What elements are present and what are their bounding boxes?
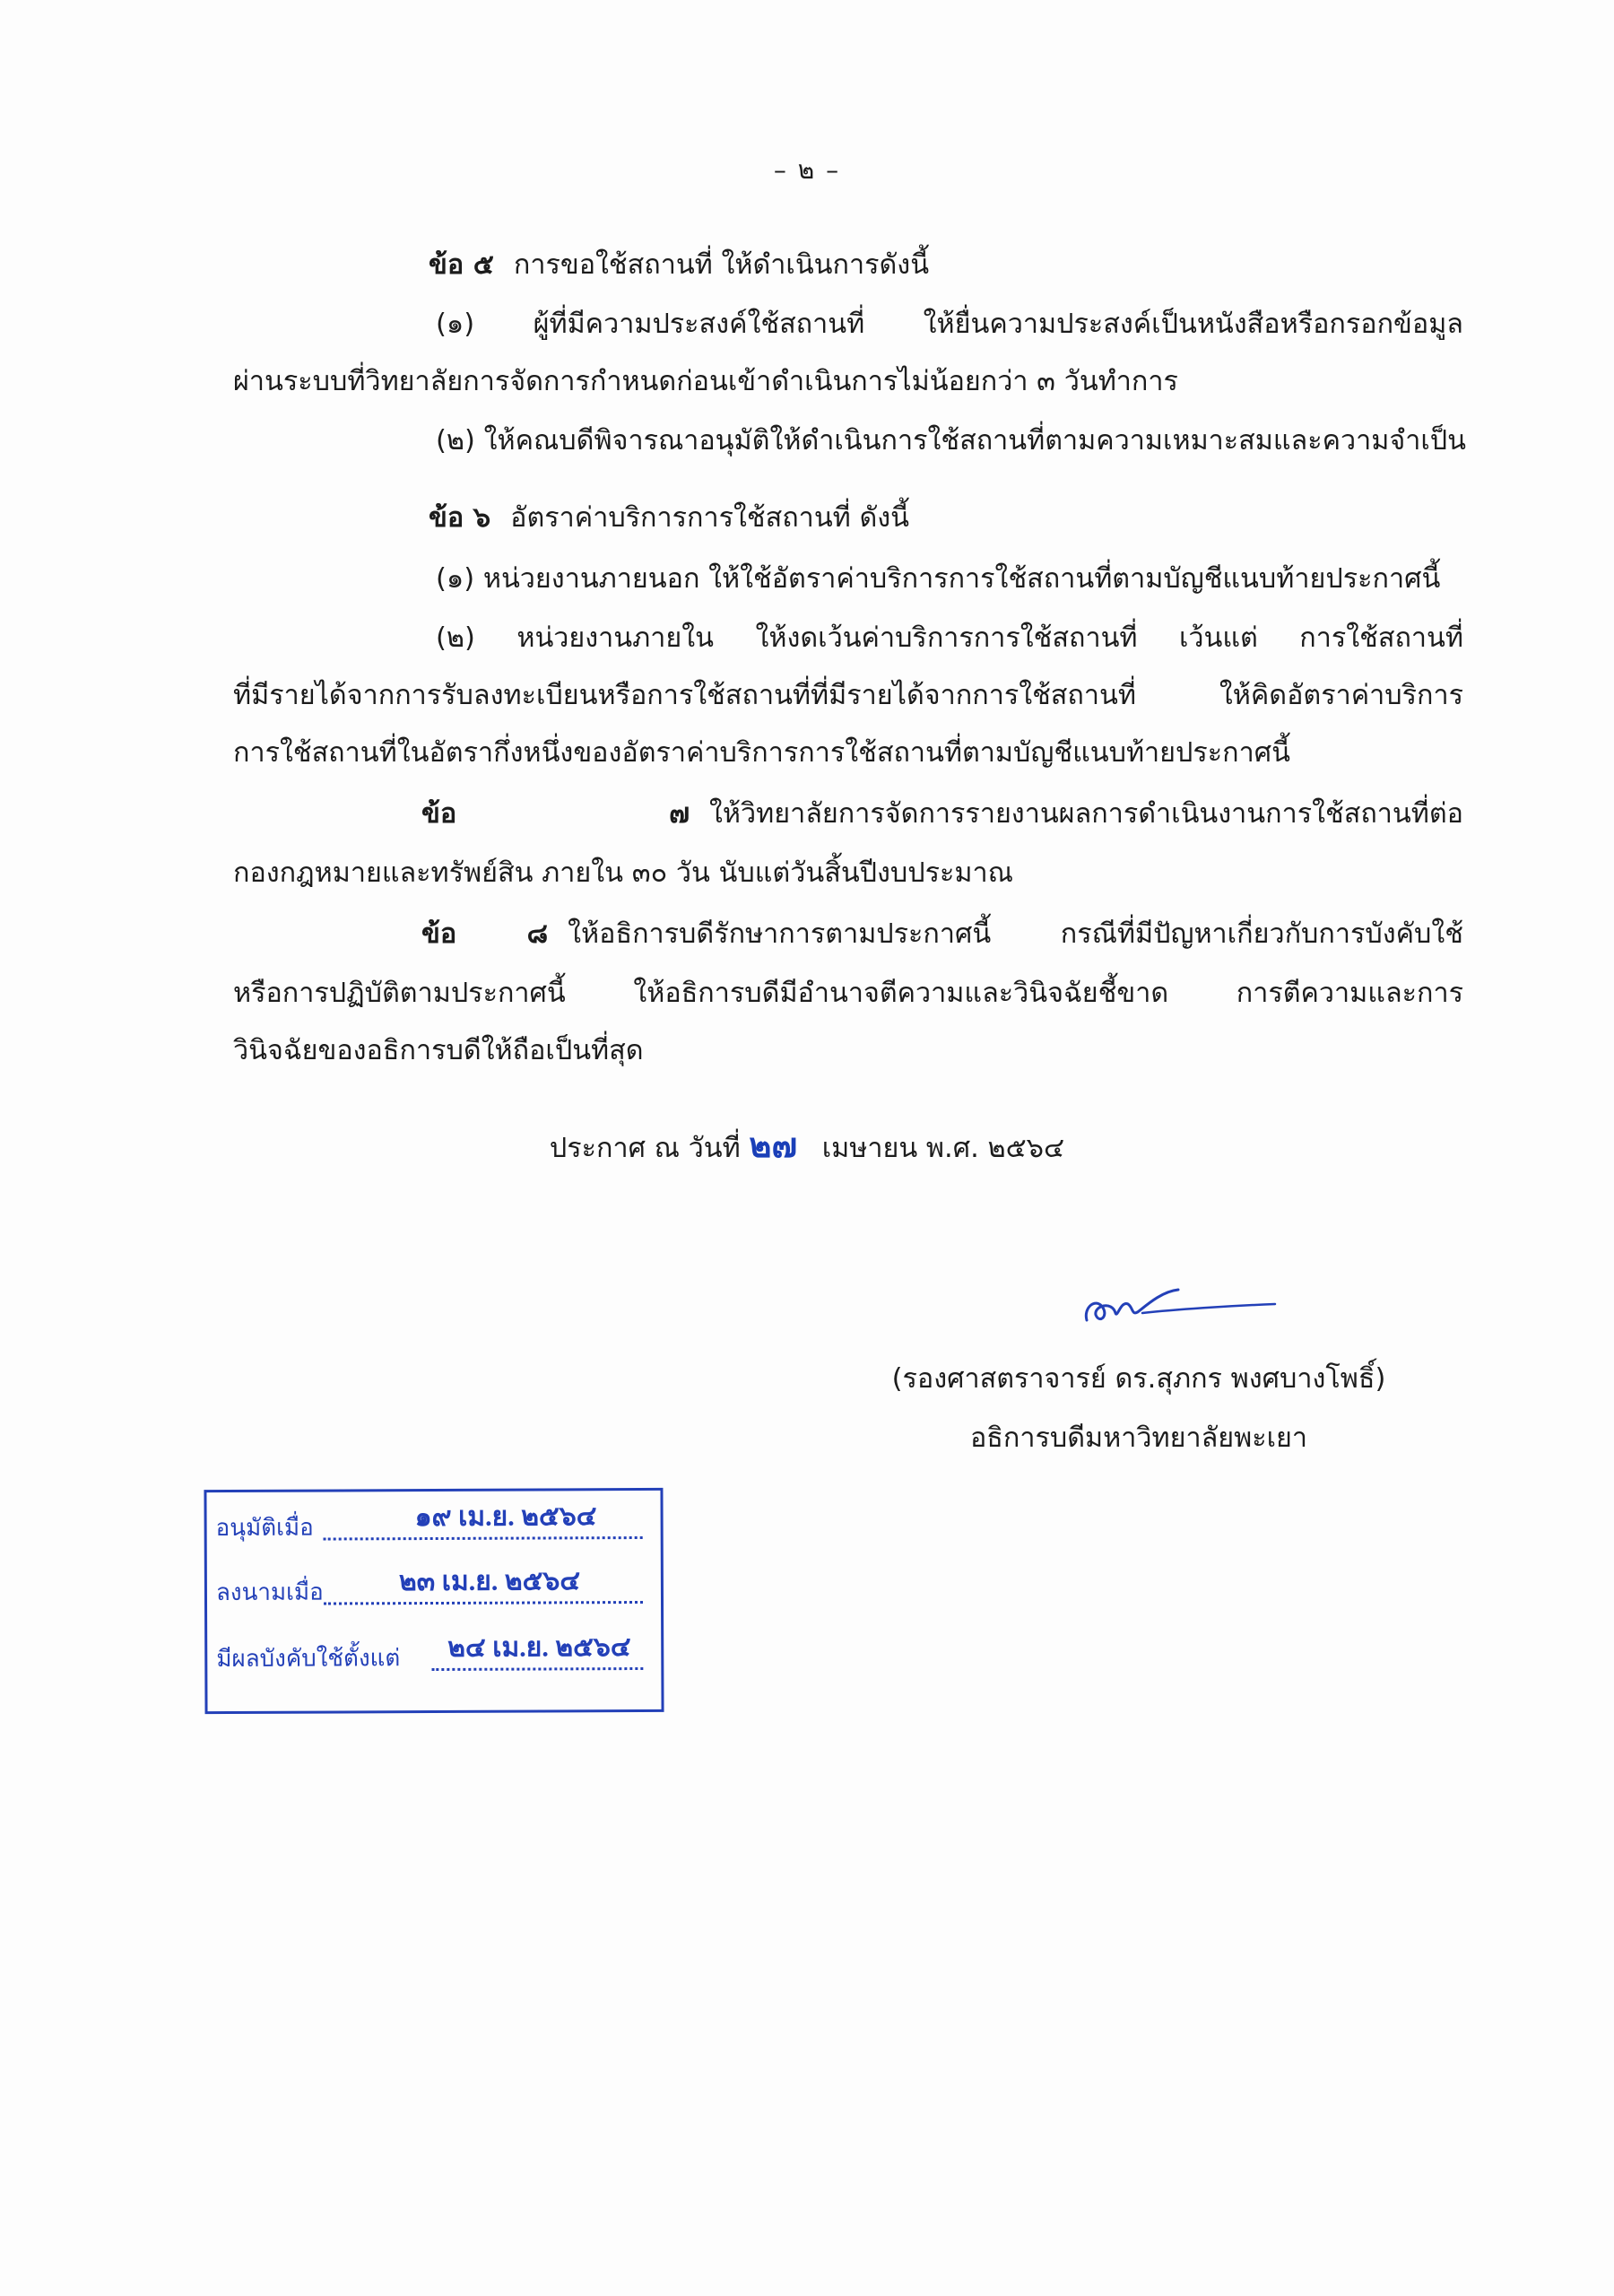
- stamp-row-effective: [213, 1634, 643, 1681]
- stamp-approved-label: อนุมัติเมื่อ: [215, 1514, 314, 1543]
- clause-8-line-1: [421, 911, 1463, 958]
- clause-7-line-2: กองกฎหมายและทรัพย์สิน ภายใน ๓๐ วัน นับแต่วันสิ้นปีงบประมาณ: [233, 857, 1013, 889]
- stamp-row-signed: [213, 1568, 643, 1614]
- clause-5-item-1-line-1: (๑) ผู้ที่มีความประสงค์ใช้สถานที่ ให้ยื่นความประสงค์เป็นหนังสือหรือกรอกข้อมูล: [436, 309, 1463, 340]
- clause-5-heading: ข้อ ๕: [429, 249, 494, 281]
- stamp-approved-date: ๑๙ เม.ย. ๒๕๖๔: [414, 1501, 597, 1533]
- clause-5-item-2: (๒) ให้คณบดีพิจารณาอนุมัติให้ดำเนินการใช้สถานที่ตามความเหมาะสมและความจำเป็น: [436, 425, 1467, 457]
- stamp-row-approved: [213, 1503, 643, 1550]
- clause-6-item-2-line-3: การใช้สถานที่ในอัตรากึ่งหนึ่งของอัตราค่าบริการการใช้สถานที่ตามบัญชีแนบท้ายประกาศนี้: [233, 737, 1290, 769]
- announcement-date: [0, 1123, 1614, 1172]
- approval-stamp: [204, 1488, 664, 1714]
- signer-title: อธิการบดีมหาวิทยาลัยพะเยา: [969, 1422, 1308, 1454]
- announcement-prefix: ประกาศ ณ วันที่: [549, 1133, 741, 1164]
- stamp-signed-label: ลงนามเมื่อ: [215, 1578, 324, 1607]
- clause-7-line-1: [421, 791, 1463, 838]
- clause-8-text: ให้อธิการบดีรักษาการตามประกาศนี้ กรณีที่มีปัญหาเกี่ยวกับการบังคับใช้: [568, 918, 1463, 950]
- stamp-effective-label: มีผลบังคับใช้ตั้งแต่: [216, 1645, 401, 1674]
- clause-5-intro-text: การขอใช้สถานที่ ให้ดำเนินการดังนี้: [513, 249, 930, 281]
- signer-name: (รองศาสตราจารย์ ดร.สุภกร พงศบางโพธิ์): [891, 1363, 1386, 1395]
- clause-6-intro-text: อัตราค่าบริการการใช้สถานที่ ดังนี้: [510, 502, 910, 534]
- clause-8-line-3: วินิจฉัยของอธิการบดีให้ถือเป็นที่สุด: [233, 1035, 644, 1066]
- clause-7-heading: ข้อ ๗: [421, 798, 690, 830]
- clause-8-heading: ข้อ ๘: [421, 918, 549, 950]
- announcement-day: ๒๗: [749, 1127, 798, 1165]
- clause-6-item-2-line-1: (๒) หน่วยงานภายใน ให้งดเว้นค่าบริการการใช้สถานที่ เว้นแต่ การใช้สถานที่: [436, 622, 1463, 654]
- stamp-effective-date: ๒๔ เม.ย. ๒๕๖๔: [447, 1632, 631, 1663]
- page-number: – ๒ –: [773, 155, 841, 185]
- clause-8-line-2: หรือการปฏิบัติตามประกาศนี้ ให้อธิการบดีมีอำนาจตีความและวินิจฉัยชี้ขาด การตีความและการ: [233, 978, 1463, 1009]
- signature-image: [1076, 1265, 1282, 1336]
- clause-7-text: ให้วิทยาลัยการจัดการรายงานผลการดำเนินงานการใช้สถานที่ต่อ: [709, 798, 1463, 830]
- announcement-suffix: เมษายน พ.ศ. ๒๕๖๔: [821, 1133, 1065, 1164]
- clause-5-intro: [429, 242, 929, 289]
- clause-6-item-1: (๑) หน่วยงานภายนอก ให้ใช้อัตราค่าบริการการใช้สถานที่ตามบัญชีแนบท้ายประกาศนี้: [436, 563, 1441, 595]
- clause-6-heading: ข้อ ๖: [429, 502, 491, 534]
- clause-6-intro: [429, 495, 909, 542]
- stamp-signed-date: ๒๓ เม.ย. ๒๕๖๔: [398, 1566, 581, 1597]
- clause-5-item-1-line-2: ผ่านระบบที่วิทยาลัยการจัดการกำหนดก่อนเข้าดำเนินการไม่น้อยกว่า ๓ วันทำการ: [233, 366, 1178, 397]
- clause-6-item-2-line-2: ที่มีรายได้จากการรับลงทะเบียนหรือการใช้สถานที่ที่มีรายได้จากการใช้สถานที่ ให้คิดอัตราค่าบริการ: [233, 680, 1463, 711]
